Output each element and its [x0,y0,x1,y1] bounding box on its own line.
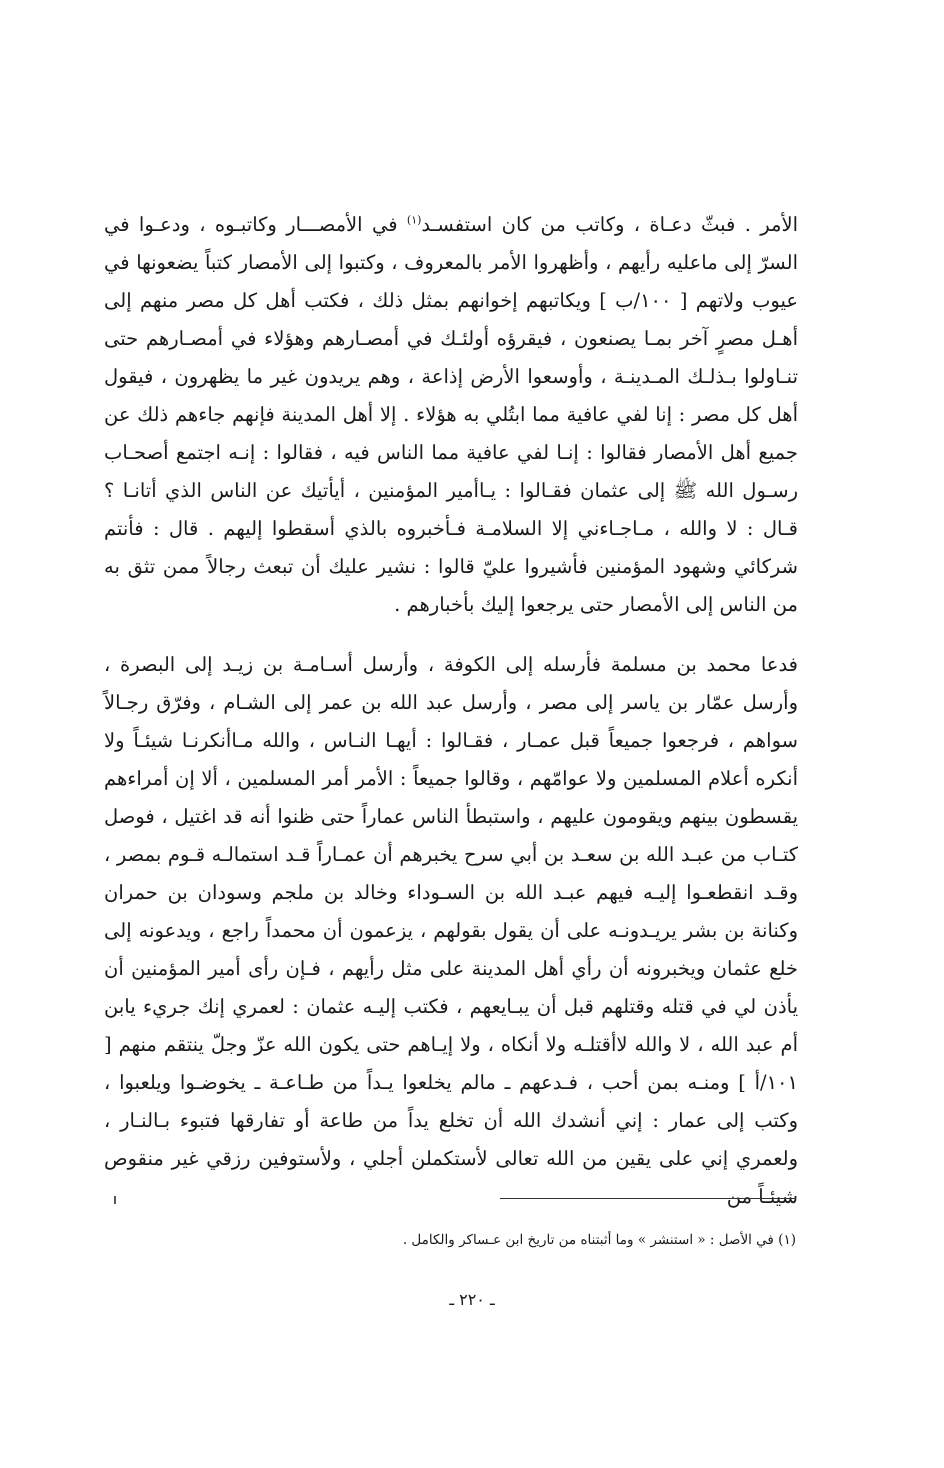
paragraph-1 [104,206,798,624]
scan-speck [114,1196,116,1204]
paragraph-1-start: الأمر . فبثّ دعـاة ، وكاتب من كان استفسـد [421,213,798,236]
footnote-divider [500,1198,796,1199]
main-text [104,206,798,1216]
paragraph-2: فدعا محمد بن مسلمة فأرسله إلى الكوفة ، وأرسل أسـامـة بن زيـد إلى البصرة ، وأرسل عمّار بن ياسر إلى مصر ، وأرسل عبد الله بن عمر إلى الشـام ، وفرّق رجـالاً سواهم ، فرجعوا جميعاً قبل عمـار ، فقـالوا : أيهـا النـاس ، والله مـاأنكرنـا شيئـاً ولا أنكره أعلام المسلمين ولا عوامّهم ، وقالوا جميعاً : الأمر أمر المسلمين ، ألا إن أمراءهم يقسطون بينهم ويقومون عليهم ، واستبطأ الناس عماراً حتى ظنوا أنه قد اغتيل ، فوصل كتـاب من عبـد الله بن سعـد بن أبي سرح يخبرهم أن عمـاراً قـد استمالـه قـوم بمصر ، وقـد انقطعـوا إليـه فيهم عبـد الله بن السـوداء وخالد بن ملجم وسودان بن حمران وكنانة بن بشر يريـدونـه على أن يقول بقولهم ، يزعمون أن محمداً راجع ، ويدعونه إلى خلع عثمان ويخبرونه أن رأي أهل المدينة على مثل رأيهم ، فـإن رأى أمير المؤمنين أن يأذن لي في قتله وقتلهم قبل أن يبـايعهم ، فكتب إليـه عثمان : لعمري إنك جريء يابن أم عبد الله ، لا والله لاأقتلـه ولا أنكاه ، ولا إيـاهم حتى يكون الله عزّ وجلّ ينتقم منهم [ ١٠١/أ ] ومنـه بمن أحب ، فـدعهم ـ مالم يخلعوا يـداً من طـاعـة ـ يخوضـوا ويلعبوا ، وكتب إلى عمار : إني أنشدك الله أن تخلع يداً من طاعة أو تفارقها فتبوء بـالنـار ، ولعمري إني على يقين من الله تعالى لأستكملن أجلي ، ولأستوفين رزقي غير منقوص شيئـاً من [104,653,798,1208]
footnote-reference: (١) [406,213,422,227]
paragraph-1-rest: في الأمصـــار وكاتبـوه ، ودعـوا في السرّ إلى ماعليه رأيهم ، وأظهروا الأمر بالمعروف ، وكتبوا إلى الأمصار كتباً يضعونها في عيوب ولاتهم [ ١٠٠/ب ] ويكاتبهم إخوانهم بمثل ذلك ، فكتب أهل كل مصر منهم إلى أهـل مصرٍ آخر بمـا يصنعون ، فيقرؤه أولئـك في أمصـارهم وهؤلاء في أمصـارهم حتى تنـاولوا بـذلـك المـدينـة ، وأوسعوا الأرض إذاعة ، وهم يريدون غير ما يظهرون ، فيقول أهل كل مصر : إنا لفي عافية مما ابتُلي به هؤلاء . إلا أهل المدينة فإنهم جاءهم ذلك عن جميع أهل الأمصار فقالوا : إنـا لفي عافية مما الناس فيه ، فقالوا : إنـه اجتمع أصحـاب رسـول الله ﷺ إلى عثمان فقـالوا : يـاأمير المؤمنين ، أيأتيك عن الناس الذي أتانـا ؟ قـال : لا والله ، مـاجـاءني إلا السلامـة فـأخبروه بالذي أسقطوا إليهم . قال : فأنتم شركائي وشهود المؤمنين فأشيروا عليّ قالوا : نشير عليك أن تبعث رجالاً ممن تثق به من الناس إلى الأمصار حتى يرجعوا إليك بأخبارهم . [104,213,798,616]
footnote: (١) في الأصل : « استنشر » وما أثبتناه من تاريخ ابن عـساكر والكامل . [402,1232,796,1248]
page-number: ـ ٢٢٠ ـ [449,1290,495,1309]
